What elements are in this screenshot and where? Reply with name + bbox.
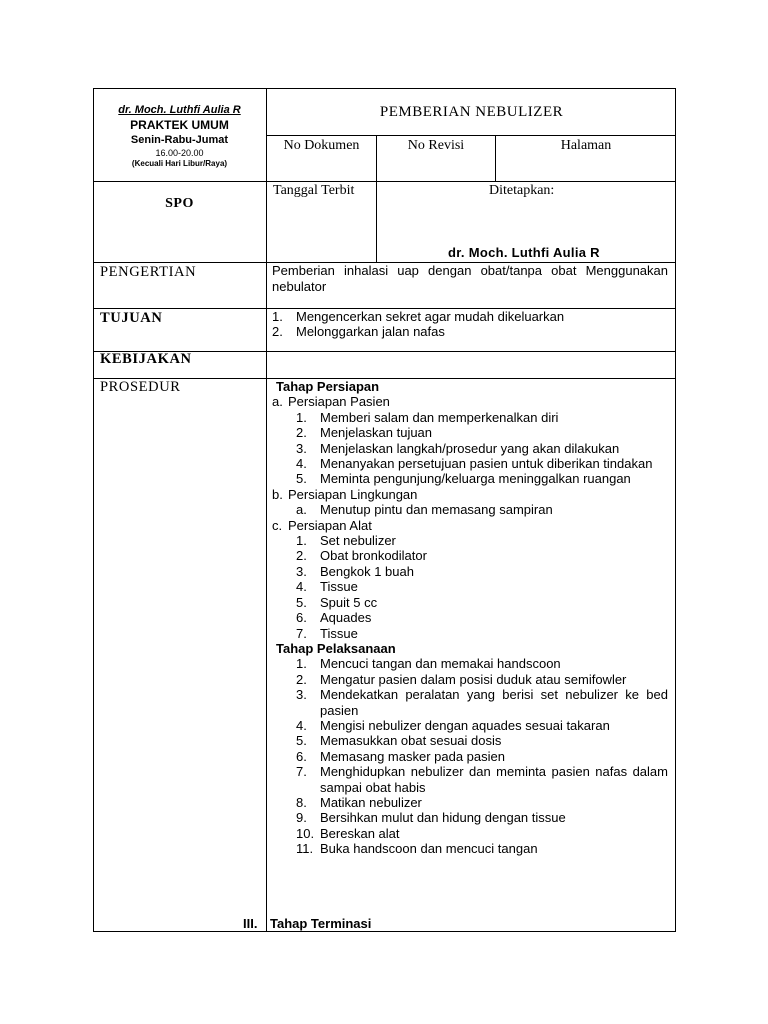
pelaksanaan-items [272,656,668,856]
divider-title [266,135,676,136]
spo-label: SPO [165,196,194,211]
group-c-items [272,533,668,641]
list-item: 8. Matikan nebulizer [296,794,422,810]
list-item: 3. Menjelaskan langkah/prosedur yang akan dilakukan [296,440,620,456]
terminasi-title: Tahap Terminasi [270,916,372,931]
divider-header [93,181,676,182]
list-item: a. Menutup pintu dan memasang sampiran [296,502,553,518]
spo-document [93,88,676,932]
practice-days: Senin-Rabu-Jumat [130,134,229,146]
group-title: c. Persiapan Alat [272,517,372,533]
kebijakan-label: KEBIJAKAN [100,351,192,367]
list-item: 6. Memasang masker pada pasien [296,748,505,764]
pengertian-text: Pemberian inhalasi uap dengan obat/tanpa obat Menggunakan nebulator [272,263,668,294]
document-title: PEMBERIAN NEBULIZER [379,104,564,120]
tujuan-label: TUJUAN [100,310,163,326]
practice-note: (Kecuali Hari Libur/Raya) [131,159,228,168]
group-title: b. Persiapan Lingkungan [272,486,418,502]
page-label: Halaman [560,138,612,153]
list-item: 4. Menanyakan persetujuan pasien untuk diberikan tindakan [296,456,653,472]
column-divider [266,88,267,932]
list-item: 1. Mencuci tangan dan memakai handscoon [296,656,561,672]
list-item: 2. Mengatur pasien dalam posisi duduk atau semifowler [296,671,627,687]
list-item: 5. Memasukkan obat sesuai dosis [296,733,502,749]
tujuan-list [272,309,668,340]
practice-name: PRAKTEK UMUM [130,118,229,132]
list-item: 2. Menjelaskan tujuan [296,425,433,441]
list-item: 6. Aquades [296,610,372,626]
doc-number-label: No Dokumen [283,138,360,153]
list-item: 2. Melonggarkan jalan nafas [272,324,445,340]
doctor-name: dr. Moch. Luthfi Aulia R [118,104,241,116]
border-right [675,88,676,932]
list-item: 1. Set nebulizer [296,533,396,549]
group-b-items [272,502,668,517]
persiapan-title: Tahap Persiapan [276,379,380,394]
list-item: 11. Buka handscoon dan mencuci tangan [296,841,538,857]
pelaksanaan-title: Tahap Pelaksanaan [276,640,396,656]
border-left [93,88,94,932]
list-item: 3. Bengkok 1 buah [296,563,414,579]
list-item: 9. Bersihkan mulut dan hidung dengan tissue [296,810,566,826]
list-item: 10. Bereskan alat [296,825,400,841]
list-item: 4. Mengisi nebulizer dengan aquades sesuai takaran [296,717,610,733]
group-title: a. Persiapan Pasien [272,394,390,410]
group-a-items [272,410,668,487]
list-item: 1. Mengencerkan sekret agar mudah dikeluarkan [272,309,565,324]
list-item: 5. Spuit 5 cc [296,594,378,610]
issue-date-label: Tanggal Terbit [273,183,355,198]
list-item: 7. Menghidupkan nebulizer dan meminta pasien nafas dalam sampai obat habis [296,764,668,795]
list-item: 7. Tissue [296,625,358,641]
pengertian-label: PENGERTIAN [100,264,197,280]
revision-label: No Revisi [407,138,465,153]
prosedur-label: PROSEDUR [100,379,181,395]
list-item: 1. Memberi salam dan memperkenalkan diri [296,409,559,425]
border-top [93,88,676,89]
divider-col2 [376,135,377,262]
prosedur-content [272,379,668,857]
list-item: 3. Mendekatkan peralatan yang berisi set nebulizer ke bed pasien [296,687,668,718]
practice-hours: 16.00-20.00 [155,148,204,158]
border-bottom [93,931,676,932]
terminasi-marker: III. [243,916,258,931]
list-item: 2. Obat bronkodilator [296,548,427,564]
approved-label: Ditetapkan: [489,183,555,198]
header-clinic-block [93,104,266,168]
list-item: 5. Meminta pengunjung/keluarga meninggalkan ruangan [296,471,631,487]
approver-name: dr. Moch. Luthfi Aulia R [448,245,600,260]
list-item: 4. Tissue [296,579,358,595]
